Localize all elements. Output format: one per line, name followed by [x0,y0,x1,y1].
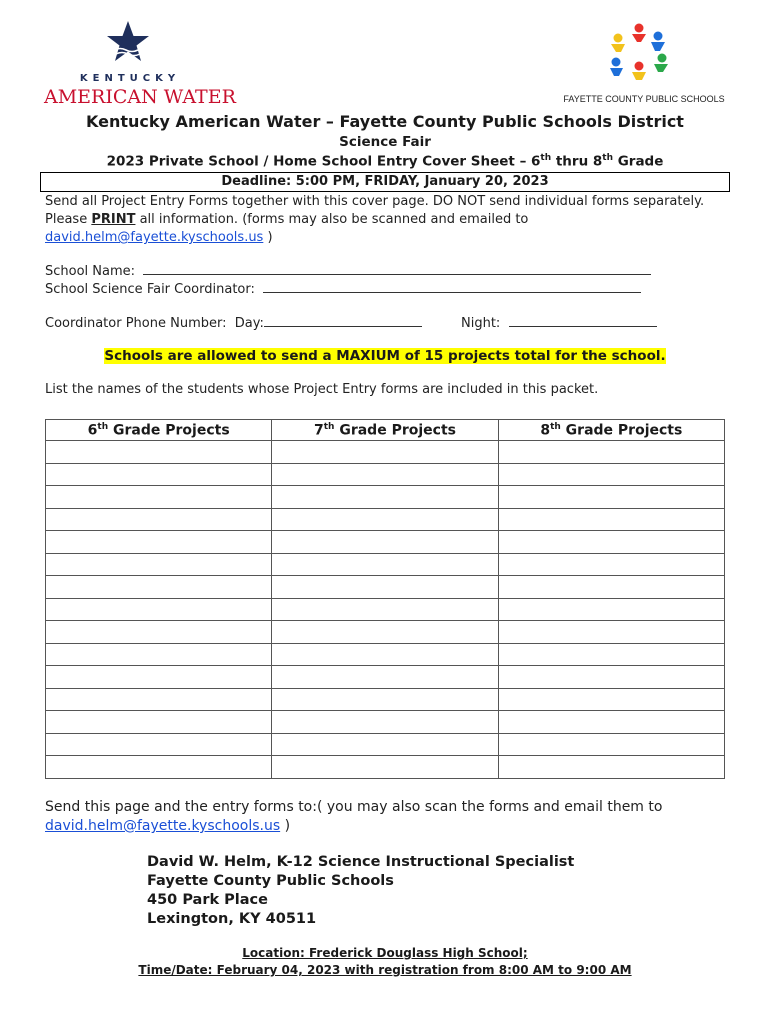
project-entry-cell[interactable] [272,688,498,711]
heading-part: thru 8 [551,153,603,170]
table-row [46,666,725,689]
project-entry-cell[interactable] [498,621,724,644]
fcps-logo [556,22,732,108]
coordinator-field [45,280,641,297]
table-row [46,486,725,509]
send-instructions [45,798,735,836]
table-row [46,756,725,779]
project-entry-cell[interactable] [46,576,272,599]
send-text: ) [280,818,291,834]
table-row [46,733,725,756]
table-row [46,553,725,576]
col-label: Grade Projects [334,422,456,439]
heading-sup: th [602,153,613,163]
address-line: 450 Park Place [147,892,268,908]
project-entry-cell[interactable] [498,756,724,779]
project-entry-cell[interactable] [272,441,498,464]
star-icon [106,20,150,64]
school-name-label: School Name: [45,264,144,279]
project-entry-cell[interactable] [272,576,498,599]
project-entry-cell[interactable] [498,531,724,554]
table-row [46,643,725,666]
project-entry-cell[interactable] [46,441,272,464]
project-entry-cell[interactable] [498,508,724,531]
project-entry-cell[interactable] [46,463,272,486]
phone-night-field [461,314,657,331]
mailing-address [147,853,574,929]
phone-night-label: Night: [461,316,509,331]
address-line: Lexington, KY 40511 [147,911,317,927]
kentucky-american-water-logo [44,20,236,110]
col-sup: th [550,421,561,432]
project-entry-cell[interactable] [498,463,724,486]
print-emphasis: PRINT [91,212,136,227]
project-entry-cell[interactable] [498,576,724,599]
col-num: 8 [540,422,551,439]
project-entry-cell[interactable] [272,531,498,554]
project-entry-cell[interactable] [272,666,498,689]
project-entry-cell[interactable] [46,598,272,621]
address-line: Fayette County Public Schools [147,873,394,889]
project-entry-cell[interactable] [46,711,272,734]
project-entry-cell[interactable] [46,666,272,689]
project-entry-cell[interactable] [46,733,272,756]
project-entry-cell[interactable] [498,733,724,756]
projects-table [45,419,725,779]
project-entry-cell[interactable] [498,711,724,734]
project-entry-cell[interactable] [272,756,498,779]
project-entry-cell[interactable] [46,621,272,644]
phone-day-field [45,314,422,331]
deadline-box: Deadline: 5:00 PM, FRIDAY, January 20, 2023 [40,172,730,192]
event-location: Location: Frederick Douglass High School; [242,946,528,960]
phone-day-label: Coordinator Phone Number: Day: [45,316,264,331]
project-entry-cell[interactable] [498,643,724,666]
col-label: Grade Projects [108,422,230,439]
table-row [46,621,725,644]
phone-day-input[interactable] [264,314,422,327]
col-7th-grade-header [272,420,498,441]
project-entry-cell[interactable] [272,621,498,644]
intro-text: all information. (forms may also be scanned and emailed to [135,212,529,227]
col-6th-grade-header [46,420,272,441]
project-entry-cell[interactable] [498,441,724,464]
max-projects-notice [0,348,770,364]
col-label: Grade Projects [560,422,683,439]
table-row [46,598,725,621]
intro-paragraph [45,193,735,247]
heading-sup: th [540,153,552,163]
col-num: 6 [87,422,98,439]
logo-fcps-text: FAYETTE COUNTY PUBLIC SCHOOLS [563,94,725,104]
project-entry-cell[interactable] [46,756,272,779]
project-entry-cell[interactable] [498,688,724,711]
project-entry-cell[interactable] [46,531,272,554]
school-name-field [45,262,651,279]
table-row [46,688,725,711]
project-entry-cell[interactable] [46,688,272,711]
table-row [46,441,725,464]
project-entry-cell[interactable] [46,643,272,666]
col-8th-grade-header [498,420,724,441]
col-sup: th [323,421,335,432]
project-entry-cell[interactable] [272,508,498,531]
highlighted-notice-text: Schools are allowed to send a MAXIUM of 15 projects total for the school. [104,348,666,364]
event-time-date: Time/Date: February 04, 2023 with registration from 8:00 AM to 9:00 AM [138,963,632,977]
project-entry-cell[interactable] [272,643,498,666]
project-entry-cell[interactable] [272,486,498,509]
heading-part: Grade [613,153,664,170]
send-email-link[interactable]: david.helm@fayette.kyschools.us [45,818,281,834]
school-name-input[interactable] [143,262,651,275]
project-entry-cell[interactable] [46,508,272,531]
table-row [46,508,725,531]
intro-text: ) [263,230,273,245]
col-sup: th [97,421,109,432]
logo-kentucky-text: KENTUCKY [79,73,181,84]
project-entry-cell[interactable] [46,486,272,509]
table-row [46,531,725,554]
project-entry-cell[interactable] [272,733,498,756]
phone-night-input[interactable] [509,314,657,327]
document-title: Kentucky American Water – Fayette County Public Schools District [86,112,684,131]
intro-email-link[interactable]: david.helm@fayette.kyschools.us [45,230,264,245]
coordinator-label: School Science Fair Coordinator: [45,282,264,297]
table-row [46,711,725,734]
table-header-row [46,420,725,441]
address-line: David W. Helm, K-12 Science Instructional Specialist [147,854,575,870]
project-entry-cell[interactable] [46,553,272,576]
logo-american-water-text: AMERICAN WATER [44,86,236,108]
project-entry-cell[interactable] [498,486,724,509]
coordinator-input[interactable] [263,280,641,293]
document-subtitle: Science Fair [339,134,431,150]
send-text: Send this page and the entry forms to:( you may also scan the forms and email them to [45,799,663,815]
intro-text: Send all Project Entry Forms together with this cover page. DO NOT send individual forms separately. Please [45,194,705,227]
table-row [46,463,725,486]
heading-part: 2023 Private School / Home School Entry Cover Sheet – 6 [106,153,541,170]
project-entry-cell[interactable] [272,598,498,621]
entry-cover-sheet-heading [0,153,770,170]
project-entry-cell[interactable] [498,553,724,576]
project-entry-cell[interactable] [498,666,724,689]
project-entry-cell[interactable] [272,711,498,734]
project-entry-cell[interactable] [498,598,724,621]
table-row [46,576,725,599]
list-instruction: List the names of the students whose Project Entry forms are included in this packet. [45,382,599,397]
project-entry-cell[interactable] [272,463,498,486]
col-num: 7 [314,422,324,439]
project-entry-cell[interactable] [272,553,498,576]
people-circle-icon [608,22,670,84]
